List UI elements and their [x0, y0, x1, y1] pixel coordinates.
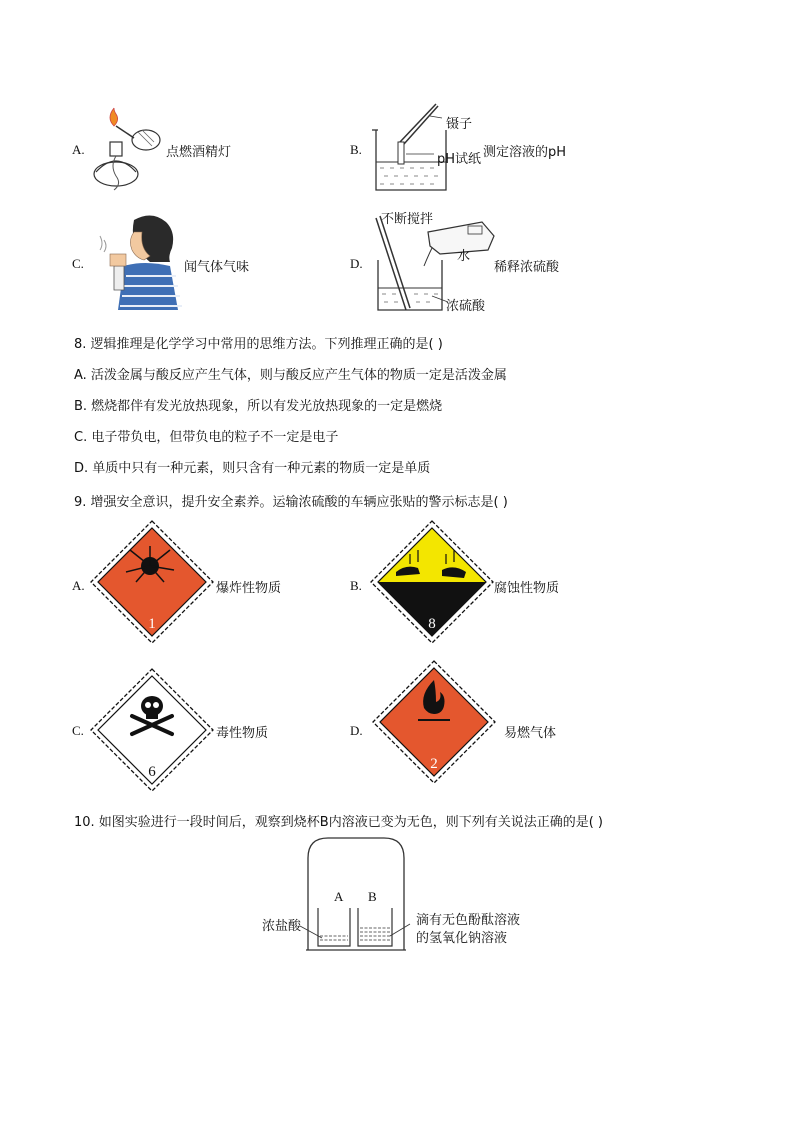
q10-stem: 10. 如图实验进行一段时间后，观察到烧杯B内溶液已变为无色，则下列有关说法正确的是( ) — [74, 815, 604, 830]
q9-stem: 9. 增强安全意识，提升安全素养。运输浓硫酸的车辆应张贴的警示标志是( ) — [74, 495, 508, 510]
explosive-hazard-sign-icon — [90, 520, 214, 644]
q9-option-a-number: 1 — [148, 616, 156, 632]
q9-option-d-number: 2 — [430, 756, 438, 772]
bell-jar-two-beakers-illustration — [306, 836, 406, 954]
q9-option-c-caption: 毒性物质 — [216, 726, 269, 741]
q7-option-c-caption: 闻气体气味 — [184, 260, 250, 275]
q7-option-b-tweezers-label: 镊子 — [446, 117, 473, 132]
q9-option-a-letter: A. — [72, 578, 85, 593]
phenolphthalein-label-line2: 的氢氧化钠溶液 — [416, 931, 508, 946]
q7-option-b-caption: 测定溶液的pH — [483, 145, 567, 160]
q9-option-c-number: 6 — [148, 764, 156, 780]
q8-option-d: D. 单质中只有一种元素，则只含有一种元素的物质一定是单质 — [74, 461, 431, 476]
beaker-b-label: B — [368, 889, 377, 904]
q7-option-d-stir-label: 不断搅拌 — [381, 212, 434, 227]
corrosive-hazard-sign-icon — [370, 520, 494, 644]
q9-option-c-letter: C. — [72, 723, 84, 738]
q7-option-d-letter: D. — [350, 256, 363, 271]
smelling-gas-person-illustration — [90, 210, 186, 310]
beaker-a-label: A — [334, 889, 344, 904]
q7-option-a-caption: 点燃酒精灯 — [166, 145, 232, 160]
flammable-gas-hazard-sign-icon — [372, 660, 496, 784]
q9-option-a-caption: 爆炸性物质 — [216, 581, 282, 596]
q8-stem: 8. 逻辑推理是化学学习中常用的思维方法。下列推理正确的是( ) — [74, 337, 443, 352]
conc-hydrochloric-acid-label: 浓盐酸 — [262, 919, 302, 934]
toxic-hazard-sign-icon — [90, 668, 214, 792]
phenolphthalein-label-line1: 滴有无色酚酞溶液 — [416, 913, 521, 928]
q7-option-c-letter: C. — [72, 256, 84, 271]
q7-option-d-water-label: 水 — [457, 249, 471, 264]
q7-option-d-caption: 稀释浓硫酸 — [494, 260, 560, 275]
q9-option-b-caption: 腐蚀性物质 — [494, 581, 560, 596]
q7-option-d-acid-label: 浓硫酸 — [446, 299, 486, 314]
q9-option-b-letter: B. — [350, 578, 362, 593]
q7-option-a-letter: A. — [72, 142, 85, 157]
q8-option-a: A. 活泼金属与酸反应产生气体，则与酸反应产生气体的物质一定是活泼金属 — [74, 368, 507, 383]
q9-option-d-letter: D. — [350, 723, 363, 738]
q9-option-b-number: 8 — [428, 616, 436, 632]
q8-option-b: B. 燃烧都伴有发光放热现象，所以有发光放热现象的一定是燃烧 — [74, 399, 443, 414]
q7-option-b-paper-label: pH试纸 — [437, 152, 482, 167]
alcohol-lamp-lighting-illustration — [90, 102, 170, 192]
q8-option-c: C. 电子带负电，但带负电的粒子不一定是电子 — [74, 430, 339, 445]
q7-option-b-letter: B. — [350, 142, 362, 157]
q9-option-d-caption: 易燃气体 — [504, 726, 557, 741]
